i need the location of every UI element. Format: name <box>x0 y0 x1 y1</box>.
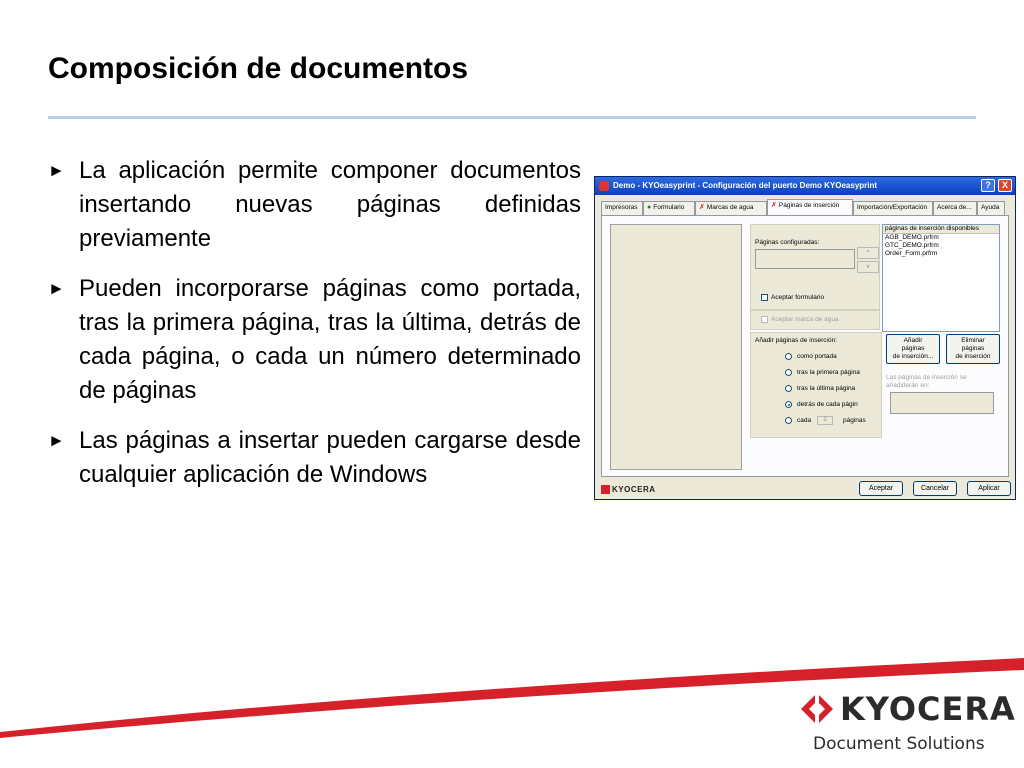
help-button[interactable]: ? <box>981 179 995 192</box>
tab-panel <box>601 215 1009 477</box>
move-down-button[interactable]: v <box>857 261 879 273</box>
tab-label: Impresoras <box>605 204 638 211</box>
button-line: Eliminar <box>961 337 985 344</box>
tab-label: Importación/Exportación <box>857 204 928 211</box>
cada-count-input[interactable]: 2 <box>817 416 833 425</box>
close-button[interactable]: X <box>998 179 1012 192</box>
kyocera-logo <box>800 690 1016 728</box>
move-up-button[interactable]: ^ <box>857 247 879 259</box>
aceptar-marca-checkbox[interactable] <box>761 316 768 323</box>
radio-tras-primera[interactable] <box>785 369 792 376</box>
kyocera-mark-icon <box>601 485 610 494</box>
radio-como-portada[interactable] <box>785 353 792 360</box>
list-item[interactable]: GTC_DEMO.prfrm <box>885 242 939 249</box>
kyocera-wordmark: KYOCERA <box>612 484 656 494</box>
bullet-text: La aplicación permite componer documentos insertando nuevas páginas definidas previamente <box>79 157 581 252</box>
list-item[interactable]: Order_Form.prfrm <box>885 250 938 257</box>
radio-tras-ultima[interactable] <box>785 385 792 392</box>
bullet-item <box>48 154 581 256</box>
tab-impresoras[interactable] <box>601 201 643 215</box>
radio-label: cada <box>797 417 812 424</box>
tab-formulario[interactable] <box>643 201 695 215</box>
tab-marcas-de-agua[interactable] <box>695 201 767 215</box>
button-line: de inserción... <box>892 353 934 360</box>
bullet-item <box>48 272 581 408</box>
aceptar-formulario-checkbox[interactable] <box>761 294 768 301</box>
list-item[interactable]: AGB_DEMO.prfrm <box>885 234 939 241</box>
configured-pages-list[interactable] <box>755 249 855 269</box>
tab-ayuda[interactable] <box>977 201 1005 215</box>
button-line: de inserción <box>955 353 991 360</box>
add-insertion-group <box>750 332 882 438</box>
watermark-group <box>750 310 880 330</box>
red-x-icon: ✗ <box>699 204 705 211</box>
configured-pages-group <box>750 224 880 310</box>
available-pages-list[interactable] <box>882 224 1000 332</box>
kyocera-footer-logo <box>601 483 656 495</box>
bullet-item <box>48 424 581 492</box>
app-icon <box>599 181 609 191</box>
slide-title: Composición de documentos <box>48 52 469 85</box>
red-x-icon: ✗ <box>771 202 777 209</box>
bullet-text: Pueden incorporarse páginas como portada, tras la primera página, tras la última, detrás de cada página, o cada un número determinado de páginas <box>79 275 581 404</box>
radio-label: tras la primera página <box>797 369 860 376</box>
bullet-text: Las páginas a insertar pueden cargarse desde cualquier aplicación de Windows <box>79 427 581 488</box>
radio-label: tras la última página <box>797 385 856 392</box>
list-header: páginas de inserción disponibles <box>883 225 999 234</box>
remove-pages-button[interactable] <box>946 334 1000 364</box>
tab-label: Acerca de... <box>937 204 972 211</box>
tab-strip <box>601 201 1009 215</box>
aceptar-formulario-label: Aceptar formulario <box>771 294 825 301</box>
kyoeasyprint-dialog <box>594 176 1016 500</box>
button-line: Añadir <box>903 337 923 344</box>
dialog-titlebar[interactable] <box>595 177 1015 195</box>
anadir-label: Añadir páginas de inserción: <box>755 337 838 344</box>
bullet-list <box>48 154 581 508</box>
kyocera-wordmark: KYOCERA <box>840 690 1016 728</box>
radio-detras-cada[interactable] <box>785 401 792 408</box>
bullet-arrow-icon: ► <box>48 431 65 450</box>
tab-label: Marcas de agua <box>706 204 754 211</box>
paginas-configuradas-label: Páginas configuradas: <box>755 239 820 246</box>
apply-button[interactable]: Aplicar <box>967 481 1011 496</box>
tab-importacion-exportacion[interactable] <box>853 201 933 215</box>
add-pages-button[interactable] <box>886 334 940 364</box>
radio-cada[interactable] <box>785 417 792 424</box>
bullet-arrow-icon: ► <box>48 161 65 180</box>
button-line: páginas <box>961 345 985 352</box>
bullet-arrow-icon: ► <box>48 279 65 298</box>
tab-label: Páginas de inserción <box>778 202 840 209</box>
radio-label: como portada <box>797 353 837 360</box>
tab-label: Formulario <box>653 204 685 211</box>
radio-label: detrás de cada págin <box>797 401 858 408</box>
button-line: páginas <box>901 345 925 352</box>
kyocera-logo-mark-icon <box>800 692 834 726</box>
dialog-title: Demo - KYOeasyprint - Configuración del puerto Demo KYOeasyprint <box>613 181 878 190</box>
check-circle-icon: ● <box>647 204 652 211</box>
info-text: Las páginas de inserción se <box>886 374 967 381</box>
title-divider <box>48 116 976 119</box>
cancel-button[interactable]: Cancelar <box>913 481 957 496</box>
tab-label: Ayuda <box>981 204 1000 211</box>
aceptar-marca-label: Aceptar marca de agua <box>771 316 839 323</box>
preview-area <box>610 224 742 470</box>
insertion-position-field <box>890 392 994 414</box>
cada-suffix: páginas <box>843 417 866 424</box>
tab-paginas-de-insercion[interactable] <box>767 199 853 215</box>
tagline: Document Solutions <box>813 734 985 754</box>
accept-button[interactable]: Aceptar <box>859 481 903 496</box>
tab-acerca-de[interactable] <box>933 201 977 215</box>
info-text: añadiderán en: <box>886 382 930 389</box>
